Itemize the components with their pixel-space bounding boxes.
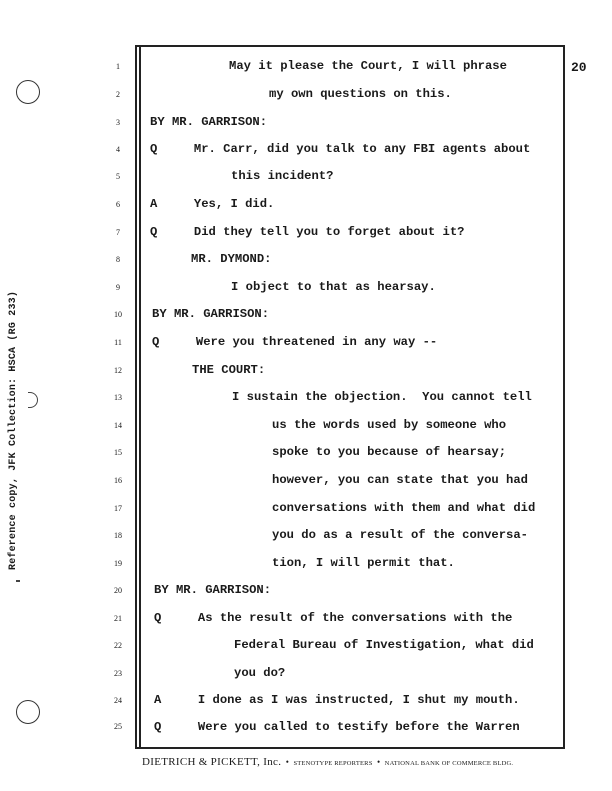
transcript-line: us the words used by someone who <box>272 418 507 432</box>
line-number: 9 <box>116 283 120 292</box>
line-number: 11 <box>114 338 122 347</box>
reporter-service: STENOTYPE REPORTERS <box>293 760 373 767</box>
line-number: 4 <box>116 145 120 154</box>
line-number: 15 <box>114 448 122 457</box>
line-number: 20 <box>114 586 122 595</box>
transcript-line: conversations with them and what did <box>272 501 536 515</box>
transcript-line: BY MR. GARRISON: <box>150 115 268 129</box>
line-number: 8 <box>116 255 120 264</box>
transcript-line: Q As the result of the conversations with the <box>154 611 513 625</box>
transcript-line: tion, I will permit that. <box>272 556 455 570</box>
transcript-line: this incident? <box>231 169 334 183</box>
transcript-line: Q Mr. Carr, did you talk to any FBI agents about <box>150 142 531 156</box>
line-number: 14 <box>114 421 122 430</box>
transcript-line: my own questions on this. <box>269 87 452 101</box>
transcript-line: A Yes, I did. <box>150 197 275 211</box>
line-number: 22 <box>114 641 122 650</box>
line-number: 21 <box>114 614 122 623</box>
page-number: 20 <box>571 60 587 75</box>
transcript-line: A I done as I was instructed, I shut my mouth. <box>154 693 520 707</box>
right-rule <box>563 47 565 747</box>
transcript-line: MR. DYMOND: <box>191 252 272 266</box>
reporter-address: NATIONAL BANK OF COMMERCE BLDG. <box>384 760 514 767</box>
transcript-line: spoke to you because of hearsay; <box>272 445 507 459</box>
line-number: 17 <box>114 504 122 513</box>
page-footer <box>142 756 562 768</box>
left-rule-inner <box>139 47 141 747</box>
transcript-line: BY MR. GARRISON: <box>154 583 272 597</box>
margin-mark <box>28 392 38 408</box>
footer-separator: • <box>285 757 289 767</box>
line-number: 13 <box>114 393 122 402</box>
binder-hole-bottom <box>16 700 40 724</box>
binder-hole-top <box>16 80 40 104</box>
line-number: 10 <box>114 310 122 319</box>
left-rule <box>135 47 137 747</box>
line-number: 24 <box>114 696 122 705</box>
transcript-line: BY MR. GARRISON: <box>152 307 270 321</box>
line-number: 1 <box>116 62 120 71</box>
line-number: 25 <box>114 722 122 731</box>
transcript-line: THE COURT: <box>192 363 266 377</box>
footer-separator: • <box>377 757 381 767</box>
line-number: 18 <box>114 531 122 540</box>
reporter-firm: DIETRICH & PICKETT, Inc. <box>142 756 282 768</box>
transcript-line: Q Were you threatened in any way -- <box>152 335 438 349</box>
line-number: 3 <box>116 118 120 127</box>
margin-tick <box>16 580 20 582</box>
line-number: 5 <box>116 172 120 181</box>
transcript-line: I sustain the objection. You cannot tell <box>232 390 532 404</box>
reference-sidebar <box>4 270 24 590</box>
line-number: 6 <box>116 200 120 209</box>
transcript-line: Q Did they tell you to forget about it? <box>150 225 465 239</box>
transcript-line: you do? <box>234 666 286 680</box>
reference-note: Reference copy, JFK Collection: HSCA (RG 233) <box>8 290 19 570</box>
line-number: 7 <box>116 228 120 237</box>
line-number: 19 <box>114 559 122 568</box>
transcript-line: May it please the Court, I will phrase <box>229 59 507 73</box>
transcript-line: however, you can state that you had <box>272 473 528 487</box>
transcript-line: Q Were you called to testify before the Warren <box>154 720 520 734</box>
line-number: 2 <box>116 90 120 99</box>
line-number: 16 <box>114 476 122 485</box>
line-number: 12 <box>114 366 122 375</box>
transcript-line: I object to that as hearsay. <box>231 280 436 294</box>
line-number: 23 <box>114 669 122 678</box>
transcript-line: you do as a result of the conversa- <box>272 528 528 542</box>
transcript-line: Federal Bureau of Investigation, what did <box>234 638 534 652</box>
